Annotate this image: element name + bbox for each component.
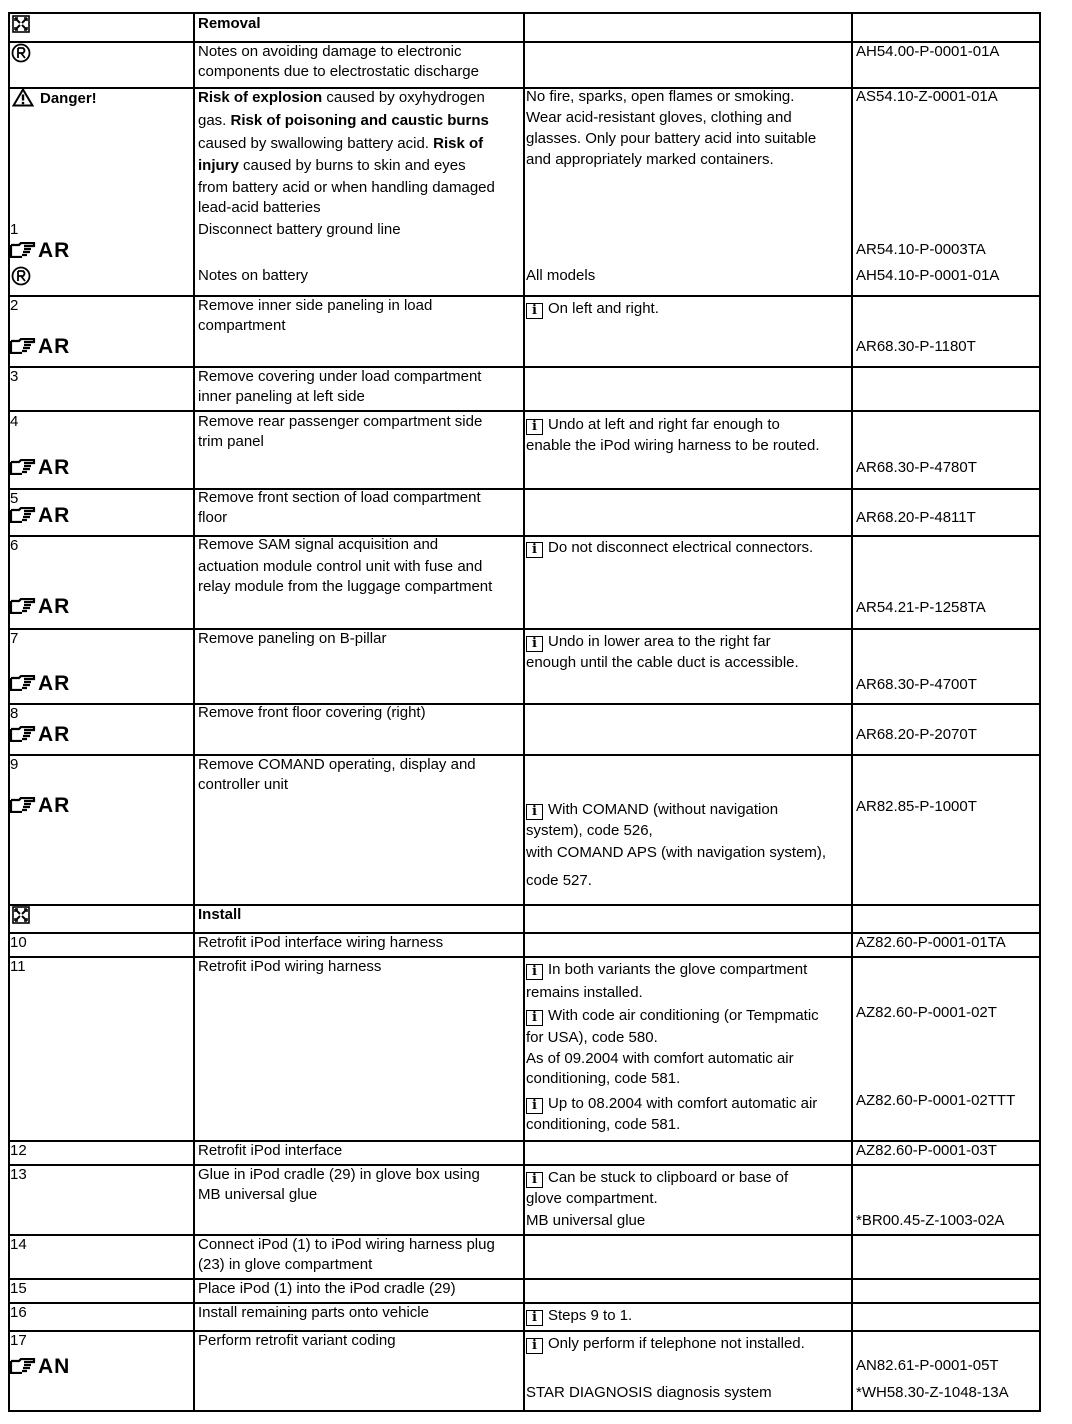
an-reference-marker: AN (10, 1355, 70, 1379)
battery-note-scope: All models (526, 267, 596, 284)
step-text-line2: inner paneling at left side (198, 388, 365, 405)
info-icon: i (526, 804, 543, 820)
row-divider (10, 488, 1039, 490)
step-text-line2: trim panel (198, 433, 264, 450)
danger-ref[interactable]: AS54.10-Z-0001-01A (856, 88, 998, 105)
danger-text-line4: injury caused by burns to skin and eyes (198, 157, 466, 174)
step-number: 14 (10, 1236, 27, 1253)
step-number: 12 (10, 1142, 27, 1159)
step-ref[interactable]: AZ82.60-P-0001-03T (856, 1142, 997, 1159)
step-text-line1: Retrofit iPod wiring harness (198, 958, 382, 975)
notes-icon (11, 266, 31, 286)
danger-measure-line2: Wear acid-resistant gloves, clothing and (526, 109, 792, 126)
row-divider (10, 1330, 1039, 1332)
step-text-line2: controller unit (198, 776, 289, 793)
step-text-line1: Remove front section of load compartment (198, 489, 481, 506)
step-number: 3 (10, 368, 19, 385)
step-text-line1: Install remaining parts onto vehicle (198, 1304, 429, 1321)
step-number: 15 (10, 1280, 27, 1297)
row-divider (10, 628, 1039, 630)
step-number: 5 (10, 490, 19, 507)
step-text-line1: Remove inner side paneling in load (198, 297, 433, 314)
battery-note-ref[interactable]: AH54.10-P-0001-01A (856, 267, 1000, 284)
pointing-hand-icon (10, 675, 36, 691)
info-icon: i (526, 1338, 543, 1354)
row-divider (10, 366, 1039, 368)
step-text-line1: Remove front floor covering (right) (198, 704, 426, 721)
row-divider (10, 956, 1039, 958)
info-icon: i (526, 964, 543, 980)
step-note-line1: i With COMAND (without navigation (526, 799, 778, 820)
info-icon: i (526, 303, 543, 319)
step-number: 6 (10, 537, 19, 554)
step-text-line2: (23) in glove compartment (198, 1256, 373, 1273)
notes-icon (11, 43, 31, 63)
step-note-line3: i With code air conditioning (or Tempmatic (526, 1005, 819, 1026)
ar-reference-marker: AR (10, 672, 70, 696)
pointing-hand-icon (10, 338, 36, 354)
step-text-line2: actuation module control unit with fuse and (198, 558, 483, 575)
pointing-hand-icon (10, 1358, 36, 1374)
danger-text-line2: gas. Risk of poisoning and caustic burns (198, 112, 489, 129)
step-number: 8 (10, 705, 19, 722)
step-note-line4: code 527. (526, 872, 592, 889)
row-divider (10, 1302, 1039, 1304)
step-text-line1: Remove COMAND operating, display and (198, 756, 476, 773)
ar-reference-marker: AR (10, 335, 70, 359)
row-divider (10, 1278, 1039, 1280)
step-note-line2: enough until the cable duct is accessible. (526, 654, 799, 671)
step-ref[interactable]: AZ82.60-P-0001-01TA (856, 934, 1006, 951)
step-text-line1: Glue in iPod cradle (29) in glove box using (198, 1166, 480, 1183)
step-note-line2: remains installed. (526, 984, 643, 1001)
step-number: 11 (10, 958, 26, 975)
ar-reference-marker: AR (10, 723, 70, 747)
row-divider (10, 754, 1039, 756)
danger-text-line3: caused by swallowing battery acid. Risk of (198, 135, 484, 152)
step-text-line1: Place iPod (1) into the iPod cradle (29) (198, 1280, 456, 1297)
step-text-line1: Perform retrofit variant coding (198, 1332, 396, 1349)
row-divider (10, 410, 1039, 412)
step-ref[interactable]: AR68.20-P-2070T (856, 726, 977, 743)
warning-triangle-icon (12, 88, 34, 107)
step-note-line2: enable the iPod wiring harness to be routed. (526, 437, 820, 454)
pointing-hand-icon (10, 726, 36, 742)
danger-text-line5: from battery acid or when handling damaged (198, 179, 495, 196)
ar-reference-marker: AR (10, 595, 70, 619)
row-divider (10, 703, 1039, 705)
step-number: 13 (10, 1166, 27, 1183)
step-text-line1: Remove covering under load compartment (198, 368, 482, 385)
step-ref[interactable]: AR68.30-P-4780T (856, 459, 977, 476)
danger-label: Danger! (40, 90, 97, 107)
step-ref[interactable]: AR54.21-P-1258TA (856, 599, 986, 616)
step-ref[interactable]: AR82.85-P-1000T (856, 798, 977, 815)
info-icon: i (526, 1098, 543, 1114)
section-title-removal: Removal (198, 15, 261, 32)
danger-measure-line1: No fire, sparks, open flames or smoking. (526, 88, 795, 105)
step-note-line3: MB universal glue (526, 1212, 646, 1229)
row-divider (10, 535, 1039, 537)
row-divider (10, 295, 1039, 297)
step-note-line5: As of 09.2004 with comfort automatic air (526, 1050, 794, 1067)
step-ref[interactable]: *WH58.30-Z-1048-13A (856, 1384, 1009, 1401)
step-ref[interactable]: AN82.61-P-0001-05T (856, 1357, 999, 1374)
info-icon: i (526, 542, 543, 558)
esd-note-line2: components due to electrostatic discharge (198, 63, 479, 80)
column-divider (851, 14, 853, 1410)
info-icon: i (526, 1310, 543, 1326)
battery-note: Notes on battery (198, 267, 309, 284)
column-divider (193, 14, 195, 1410)
info-icon: i (526, 1010, 543, 1026)
step-note-line8: conditioning, code 581. (526, 1116, 681, 1133)
step-text-line1: Connect iPod (1) to iPod wiring harness plug (198, 1236, 495, 1253)
install-icon (12, 906, 30, 924)
ar-reference-marker: AR (10, 239, 70, 263)
step-ref[interactable]: AZ82.60-P-0001-02TTT (856, 1092, 1016, 1109)
row-divider (10, 904, 1039, 906)
step-ref[interactable]: AR68.30-P-4700T (856, 676, 977, 693)
step-note-line6: conditioning, code 581. (526, 1070, 681, 1087)
row-divider (10, 1164, 1039, 1166)
esd-note-line1: Notes on avoiding damage to electronic (198, 43, 462, 60)
step-text-line1: Remove paneling on B-pillar (198, 630, 387, 647)
step-note-line2: glove compartment. (526, 1190, 658, 1207)
danger-measure-line3: glasses. Only pour battery acid into suitable (526, 130, 817, 147)
step-note: i Steps 9 to 1. (526, 1305, 632, 1326)
step-number: 2 (10, 297, 19, 314)
step-number: 17 (10, 1332, 27, 1349)
esd-note-ref[interactable]: AH54.00-P-0001-01A (856, 43, 1000, 60)
step-text-line3: relay module from the luggage compartment (198, 578, 493, 595)
step-ref[interactable]: AR68.30-P-1180T (856, 338, 976, 355)
pointing-hand-icon (10, 507, 36, 523)
row-divider (10, 1234, 1039, 1236)
column-divider (523, 14, 525, 1410)
info-icon: i (526, 1172, 543, 1188)
info-icon: i (526, 636, 543, 652)
pointing-hand-icon (10, 242, 36, 258)
step-note-line7: i Up to 08.2004 with comfort automatic air (526, 1093, 817, 1114)
step-text-line1: Retrofit iPod interface (198, 1142, 343, 1159)
step-number: 9 (10, 756, 19, 773)
step-note-line1: i In both variants the glove compartment (526, 959, 807, 980)
step-text-line1: Remove SAM signal acquisition and (198, 536, 439, 553)
step-number: 16 (10, 1304, 27, 1321)
step-number: 7 (10, 630, 19, 647)
step-note: i On left and right. (526, 298, 659, 319)
step-number: 1 (10, 221, 19, 238)
step-number: 4 (10, 413, 19, 430)
ar-reference-marker: AR (10, 456, 70, 480)
pointing-hand-icon (10, 598, 36, 614)
step-note-line4: for USA), code 580. (526, 1029, 658, 1046)
pointing-hand-icon (10, 459, 36, 475)
section-title-install: Install (198, 906, 242, 923)
step-text-line1: Retrofit iPod interface wiring harness (198, 934, 444, 951)
info-icon: i (526, 419, 543, 435)
step-text-line1: Remove rear passenger compartment side (198, 413, 483, 430)
step-note-line1: i Can be stuck to clipboard or base of (526, 1167, 788, 1188)
step-note-line1: i Only perform if telephone not installed. (526, 1333, 805, 1354)
step-ref[interactable]: *BR00.45-Z-1003-02A (856, 1212, 1005, 1229)
step-number: 10 (10, 934, 27, 951)
danger-text-line1: Risk of explosion caused by oxyhydrogen (198, 89, 485, 106)
step-text: Disconnect battery ground line (198, 221, 401, 238)
step-note-line2: STAR DIAGNOSIS diagnosis system (526, 1384, 772, 1401)
step-note: i Do not disconnect electrical connectors. (526, 537, 813, 558)
step-ref[interactable]: AR68.20-P-4811T (856, 509, 976, 526)
step-note-line1: i Undo at left and right far enough to (526, 414, 780, 435)
step-note-line3: with COMAND APS (with navigation system), (526, 844, 827, 861)
danger-text-line6: lead-acid batteries (198, 199, 321, 216)
step-ref[interactable]: AR54.10-P-0003TA (856, 241, 986, 258)
step-text-line2: floor (198, 509, 228, 526)
pointing-hand-icon (10, 797, 36, 813)
ar-reference-marker: AR (10, 504, 70, 528)
step-text-line2: MB universal glue (198, 1186, 318, 1203)
step-text-line2: compartment (198, 317, 286, 334)
danger-measure-line4: and appropriately marked containers. (526, 151, 774, 168)
step-ref[interactable]: AZ82.60-P-0001-02T (856, 1004, 997, 1021)
step-note-line1: i Undo in lower area to the right far (526, 631, 771, 652)
ar-reference-marker: AR (10, 794, 70, 818)
removal-icon (12, 15, 30, 33)
procedure-table (8, 12, 1041, 1412)
step-note-line2: system), code 526, (526, 822, 653, 839)
